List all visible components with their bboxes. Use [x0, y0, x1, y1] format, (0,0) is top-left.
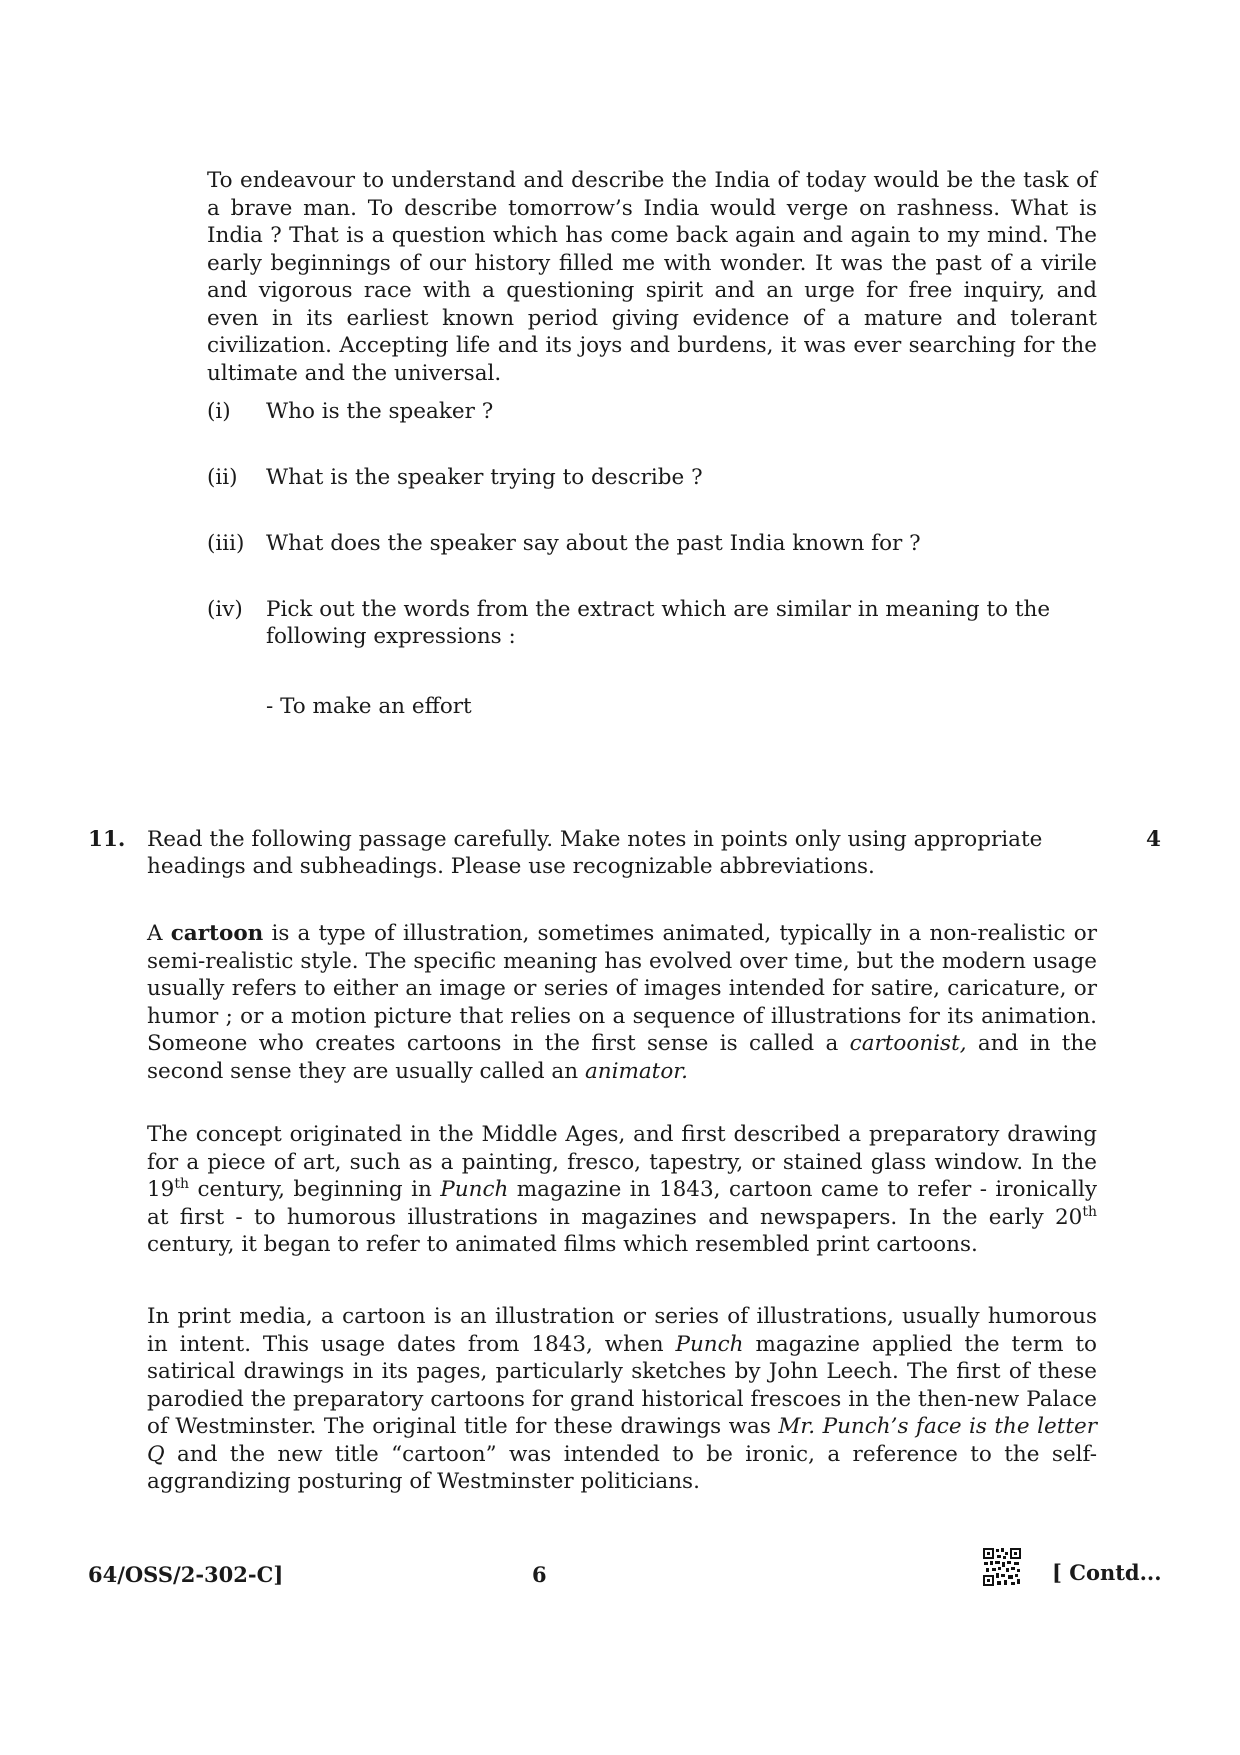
question-number: (i)	[207, 399, 231, 424]
marks: 4	[1146, 827, 1161, 852]
extract-passage: To endeavour to understand and describe the India of today would be the task of a brave man. To describe tomorrow’s India would verge on rashness. What is India ? That is a question which has come back again and again to my mind. The early beginnings of our history filled me with wonder. It was the past of a virile and vigorous race with a questioning spirit and an urge for free inquiry, and even in its earliest known period giving evidence of a mature and tolerant civilization. Accepting life and its joys and burdens, it was ever searching for the ultimate and the universal.	[207, 168, 1097, 386]
expression-item: - To make an effort	[266, 694, 472, 719]
question-number: (iii)	[207, 531, 245, 556]
page-number: 6	[532, 1562, 547, 1587]
continued-label: [ Contd...	[1052, 1560, 1162, 1585]
passage-paragraph-2: The concept originated in the Middle Ages, and first described a preparatory drawing for a piece of art, such as a painting, fresco, tapestry, or stained glass window. In the 19th century, beginning in Punch magazine in 1843, cartoon came to refer - ironically at first - to humorous illustrations in magazines and newspapers. In the early 20th century, it began to refer to animated films which resembled print cartoons.	[147, 1122, 1097, 1257]
paper-code: 64/OSS/2-302-C]	[88, 1562, 284, 1587]
question-text: Who is the speaker ?	[266, 399, 494, 424]
question-text: What does the speaker say about the past India known for ?	[266, 531, 921, 556]
passage-paragraph-1: A cartoon is a type of illustration, sometimes animated, typically in a non-realistic or semi-realistic style. The specific meaning has evolved over time, but the modern usage usually refers to either an image or series of images intended for satire, caricature, or humor ; or a motion picture that relies on a sequence of illustrations for its animation. Someone who creates cartoons in the first sense is called a cartoonist, and in the second sense they are usually called an animator.	[147, 921, 1097, 1084]
question-number: (ii)	[207, 465, 238, 490]
qr-code-icon	[982, 1547, 1022, 1587]
question-number: (iv)	[207, 597, 243, 622]
question-text: Pick out the words from the extract which are similar in meaning to the following expressions :	[266, 597, 1051, 649]
passage-paragraph-3: In print media, a cartoon is an illustration or series of illustrations, usually humorous in intent. This usage dates from 1843, when Punch magazine applied the term to satirical drawings in its pages, particularly sketches by John Leech. The first of these parodied the preparatory cartoons for grand historical frescoes in the then-new Palace of Westminster. The original title for these drawings was Mr. Punch’s face is the letter Q and the new title “cartoon” was intended to be ironic, a reference to the self-aggrandizing posturing of Westminster politicians.	[147, 1304, 1097, 1494]
question-text: What is the speaker trying to describe ?	[266, 465, 703, 490]
question-number-11: 11.	[88, 827, 126, 852]
question-11-instruction: Read the following passage carefully. Make notes in points only using appropriate headings and subheadings. Please use recognizable abbreviations.	[147, 827, 1043, 879]
